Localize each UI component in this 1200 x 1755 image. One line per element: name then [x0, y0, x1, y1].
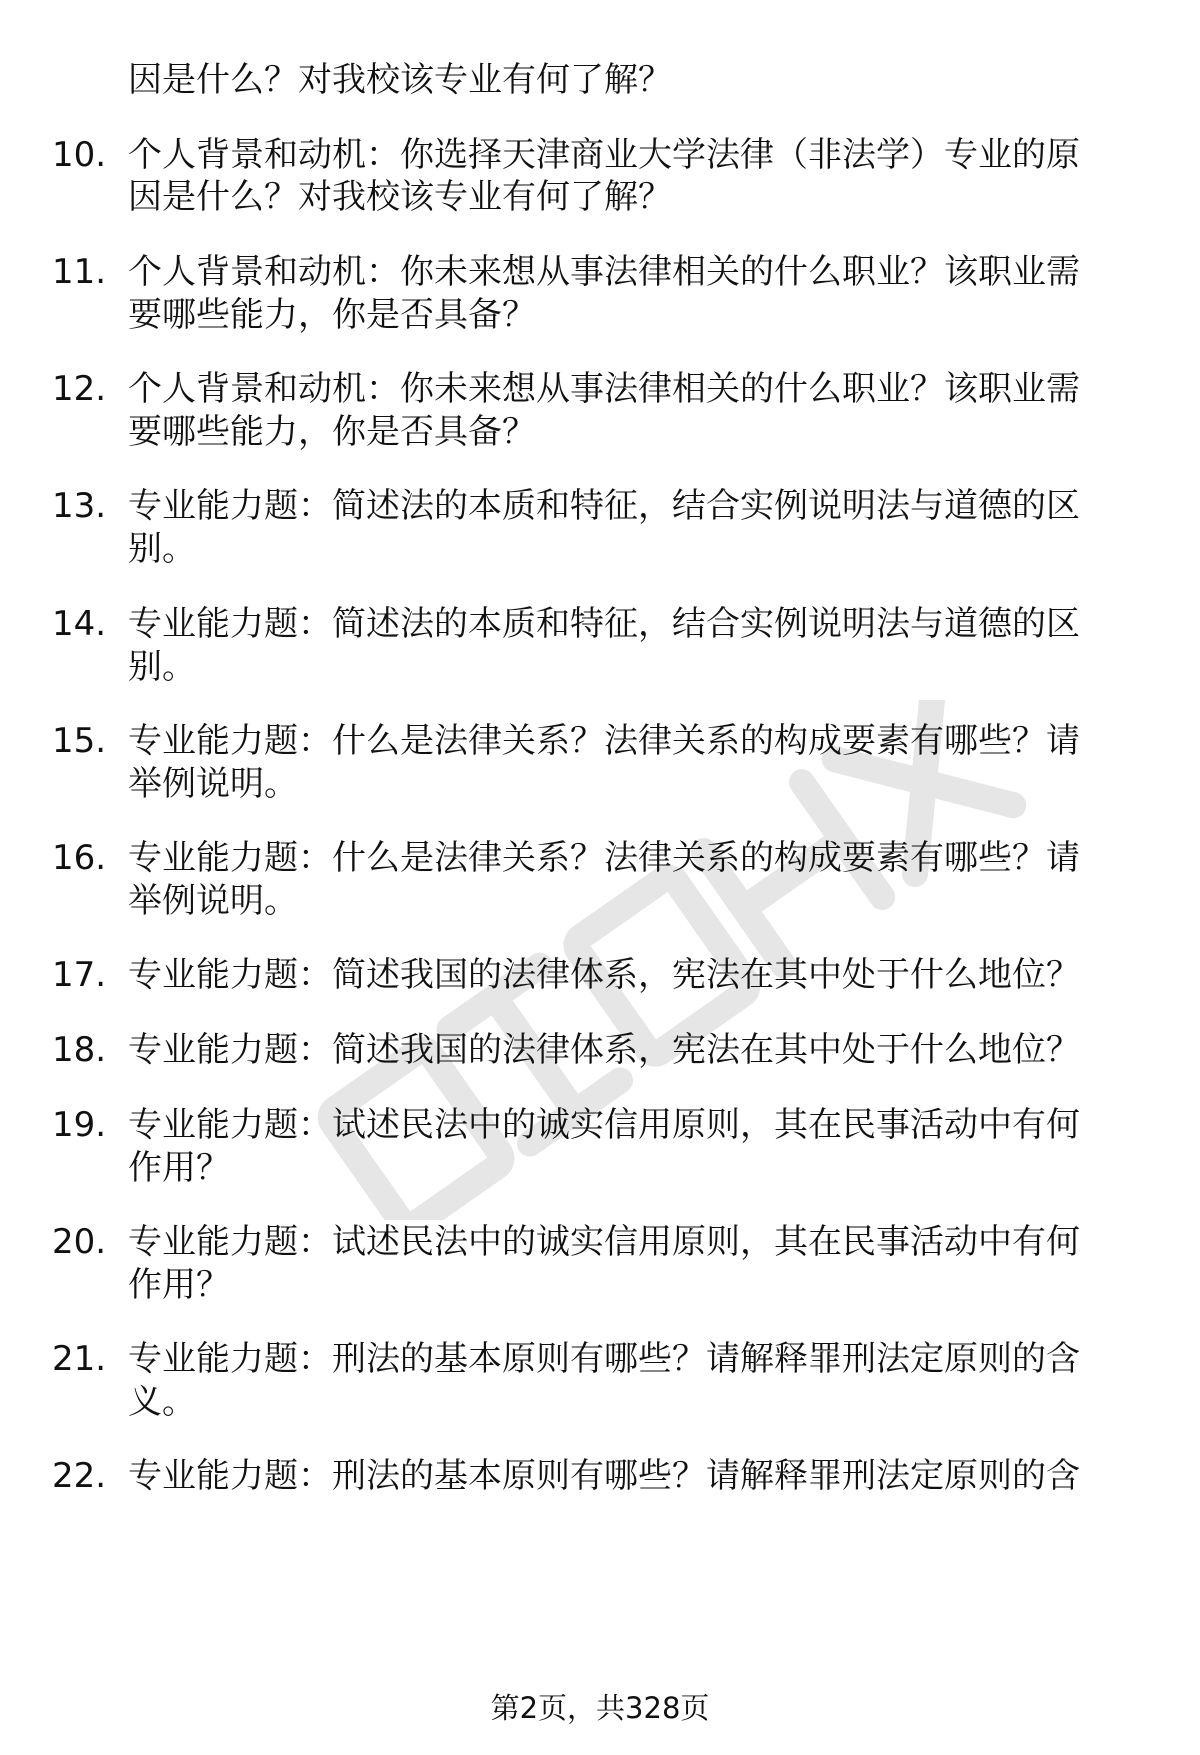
list-item-continuation — [0, 172, 1200, 222]
list-item-continuation — [0, 407, 1200, 457]
continuation-text: 因是什么？对我校该专业有何了解？ — [128, 60, 672, 100]
continuation-line — [0, 55, 1200, 105]
page-footer: 第2页，共328页 — [490, 1691, 710, 1725]
item-number: 10. — [52, 135, 107, 175]
item-number: 16. — [52, 838, 107, 878]
item-text: 专业能力题：刑法的基本原则有哪些？请解释罪刑法定原则的含 — [128, 1456, 1080, 1496]
list-item — [0, 1025, 1200, 1075]
item-text: 专业能力题：简述法的本质和特征，结合实例说明法与道德的区 — [128, 486, 1080, 526]
item-text: 个人背景和动机：你未来想从事法律相关的什么职业？该职业需 — [128, 369, 1080, 409]
item-text: 义。 — [128, 1382, 196, 1422]
list-item-continuation — [0, 876, 1200, 926]
list-item-continuation — [0, 524, 1200, 574]
item-text: 作用？ — [128, 1265, 230, 1305]
item-text: 因是什么？对我校该专业有何了解？ — [128, 177, 672, 217]
item-text: 举例说明。 — [128, 764, 298, 804]
item-number: 20. — [52, 1222, 107, 1262]
item-number: 19. — [52, 1105, 107, 1145]
item-text: 专业能力题：什么是法律关系？法律关系的构成要素有哪些？请 — [128, 838, 1080, 878]
item-text: 专业能力题：简述我国的法律体系，宪法在其中处于什么地位？ — [128, 1030, 1080, 1070]
list-item-continuation — [0, 290, 1200, 340]
list-item-continuation — [0, 1377, 1200, 1427]
item-number: 13. — [52, 486, 107, 526]
item-text: 别。 — [128, 529, 196, 569]
list-item-continuation — [0, 642, 1200, 692]
item-number: 11. — [52, 252, 107, 292]
item-text: 个人背景和动机：你未来想从事法律相关的什么职业？该职业需 — [128, 252, 1080, 292]
item-text: 专业能力题：简述法的本质和特征，结合实例说明法与道德的区 — [128, 604, 1080, 644]
item-text: 举例说明。 — [128, 881, 298, 921]
item-number: 21. — [52, 1339, 107, 1379]
item-number: 17. — [52, 955, 107, 995]
item-text: 专业能力题：什么是法律关系？法律关系的构成要素有哪些？请 — [128, 721, 1080, 761]
list-item-continuation — [0, 1260, 1200, 1310]
item-text: 专业能力题：试述民法中的诚实信用原则，其在民事活动中有何 — [128, 1105, 1080, 1145]
item-text: 要哪些能力，你是否具备？ — [128, 412, 536, 452]
item-text: 别。 — [128, 647, 196, 687]
item-text: 专业能力题：刑法的基本原则有哪些？请解释罪刑法定原则的含 — [128, 1339, 1080, 1379]
item-number: 14. — [52, 604, 107, 644]
item-number: 22. — [52, 1456, 107, 1496]
list-item — [0, 1451, 1200, 1501]
item-text: 作用？ — [128, 1148, 230, 1188]
item-number: 15. — [52, 721, 107, 761]
list-item — [0, 950, 1200, 1000]
list-item-continuation — [0, 759, 1200, 809]
item-number: 12. — [52, 369, 107, 409]
item-number: 18. — [52, 1030, 107, 1070]
item-text: 专业能力题：简述我国的法律体系，宪法在其中处于什么地位？ — [128, 955, 1080, 995]
item-text: 专业能力题：试述民法中的诚实信用原则，其在民事活动中有何 — [128, 1222, 1080, 1262]
list-item-continuation — [0, 1143, 1200, 1193]
item-text: 要哪些能力，你是否具备？ — [128, 295, 536, 335]
item-text: 个人背景和动机：你选择天津商业大学法律（非法学）专业的原 — [128, 135, 1080, 175]
